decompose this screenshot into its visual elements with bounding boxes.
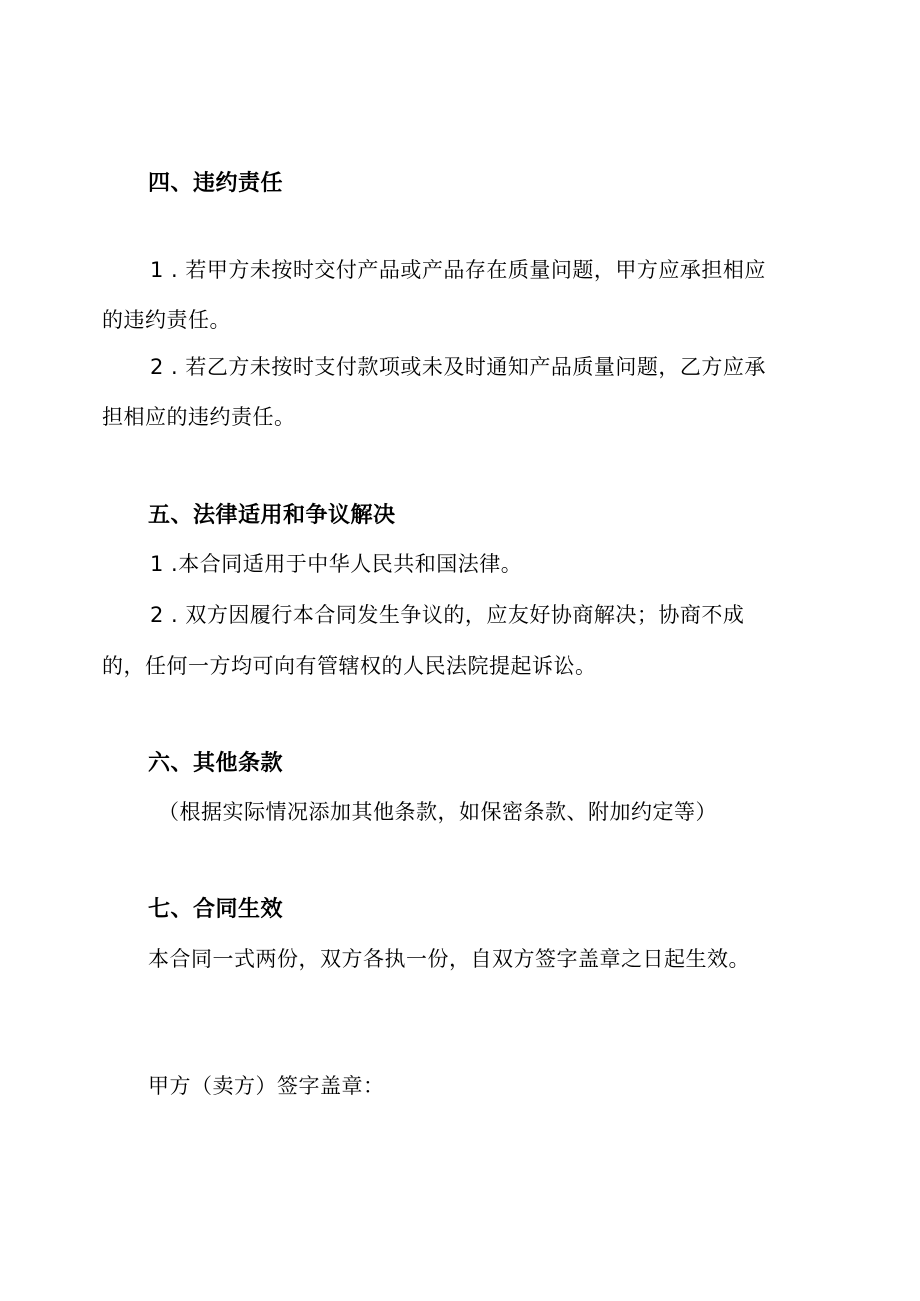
section-7-heading: 七、合同生效: [148, 897, 284, 922]
section-5-item-2-line-2: 的，任何一方均可向有管辖权的人民法院提起诉讼。: [102, 654, 597, 678]
section-7-text: 本合同一式两份，双方各执一份，自双方签字盖章之日起生效。: [148, 947, 750, 971]
section-4-item-2-line-2: 担相应的违约责任。: [102, 405, 296, 429]
section-5-heading: 五、法律适用和争议解决: [148, 503, 396, 528]
section-4-item-1-line-1: 1 . 若甲方未按时交付产品或产品存在质量问题，甲方应承担相应: [150, 258, 766, 282]
section-5-item-2-line-1: 2 . 双方因履行本合同发生争议的，应友好协商解决；协商不成: [150, 603, 745, 627]
party-a-signature-label: 甲方（卖方）签字盖章：: [148, 1074, 385, 1098]
section-4-heading: 四、违约责任: [148, 171, 284, 196]
section-6-note: （根据实际情况添加其他条款，如保密条款、附加约定等）: [158, 800, 717, 824]
section-6-heading: 六、其他条款: [148, 751, 284, 776]
section-4-item-1-line-2: 的违约责任。: [102, 308, 231, 332]
section-5-item-1: 1 .本合同适用于中华人民共和国法律。: [150, 552, 523, 576]
section-4-item-2-line-1: 2 . 若乙方未按时支付款项或未及时通知产品质量问题，乙方应承: [150, 355, 766, 379]
